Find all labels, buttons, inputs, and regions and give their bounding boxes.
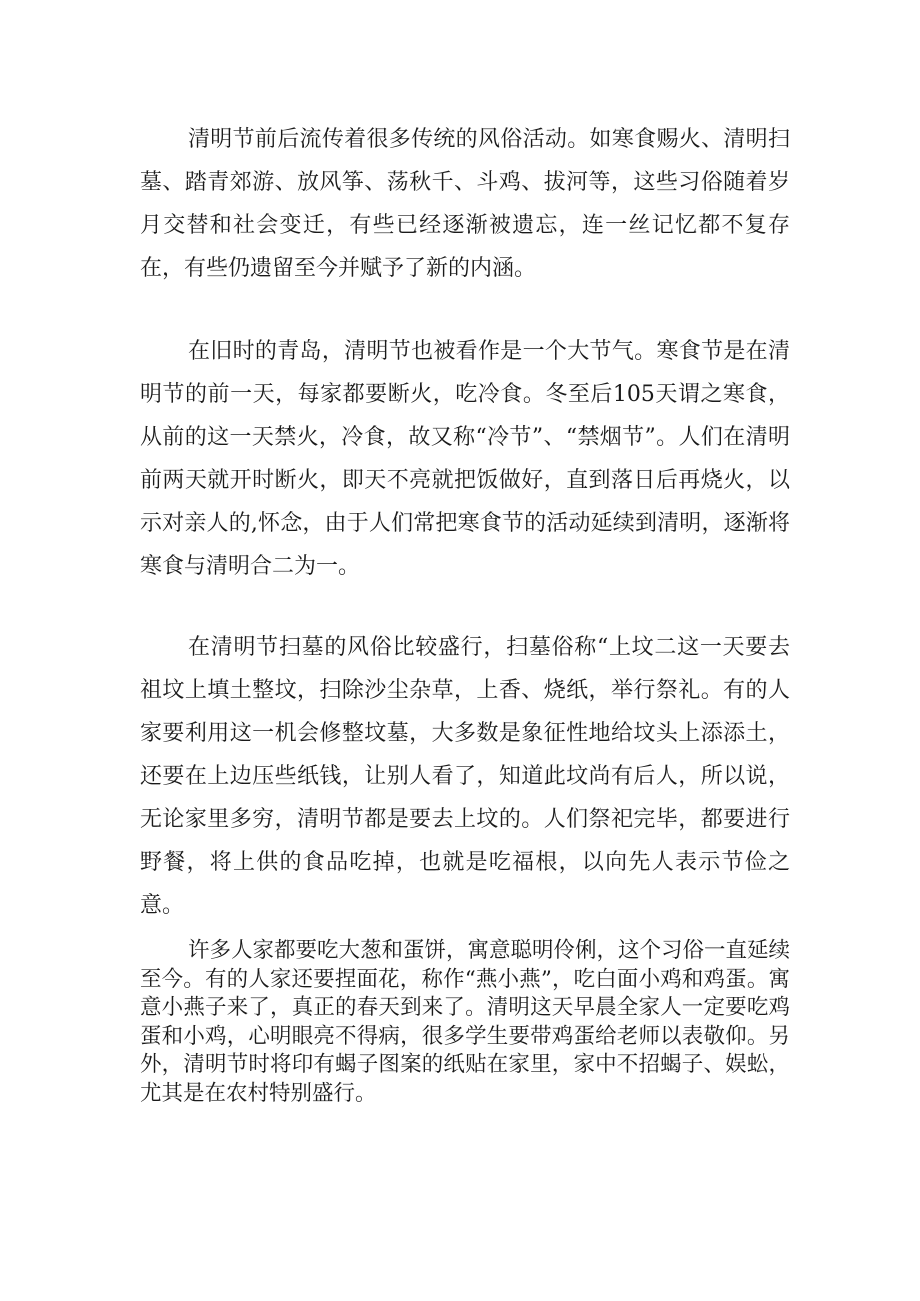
paragraph-customs-overview: 清明节前后流传着很多传统的风俗活动。如寒食赐火、清明扫墓、踏青郊游、放风筝、荡秋千、斗鸡、拔河等，这些习俗随着岁月交替和社会变迁，有些已经逐渐被遗忘，连一丝记忆都不复存在，有些仍遗留至今并赋予了新的内涵。 [140,127,790,281]
paragraph-cold-food-festival: 在旧时的青岛，清明节也被看作是一个大节气。寒食节是在清明节的前一天，每家都要断火，吃冷食。冬至后105天谓之寒食，从前的这一天禁火，冷食，故又称“冷节”、“禁烟节”。人们在清明前两天就开时断火，即天不亮就把饭做好，直到落日后再烧火，以示对亲人的,怀念，由于人们常把寒食节的活动延续到清明，逐渐将寒食与清明合二为一。 [140,339,790,579]
paragraph-festival-foods: 许多人家都要吃大葱和蛋饼，寓意聪明伶俐，这个习俗一直延续至今。有的人家还要捏面花，称作“燕小燕”，吃白面小鸡和鸡蛋。寓意小燕子来了，真正的春天到来了。清明这天早晨全家人一定要吃鸡蛋和小鸡，心明眼亮不得病，很多学生要带鸡蛋给老师以表敬仰。另外，清明节时将印有蝎子图案的纸贴在家里，家中不招蝎子、娱蚣，尤其是在农村特别盛行。 [140,938,791,1106]
paragraph-tomb-sweeping: 在清明节扫墓的风俗比较盛行，扫墓俗称“上坟二这一天要去祖坟上填土整坟，扫除沙尘杂草，上香、烧纸，举行祭礼。有的人家要利用这一机会修整坟墓，大多数是象征性地给坟头上添添土，还要在上边压些纸钱，让别人看了，知道此坟尚有后人，所以说，无论家里多穷，清明节都是要去上坟的。人们祭祀完毕，都要进行野餐，将上供的食品吃掉，也就是吃福根，以向先人表示节俭之意。 [140,635,790,918]
